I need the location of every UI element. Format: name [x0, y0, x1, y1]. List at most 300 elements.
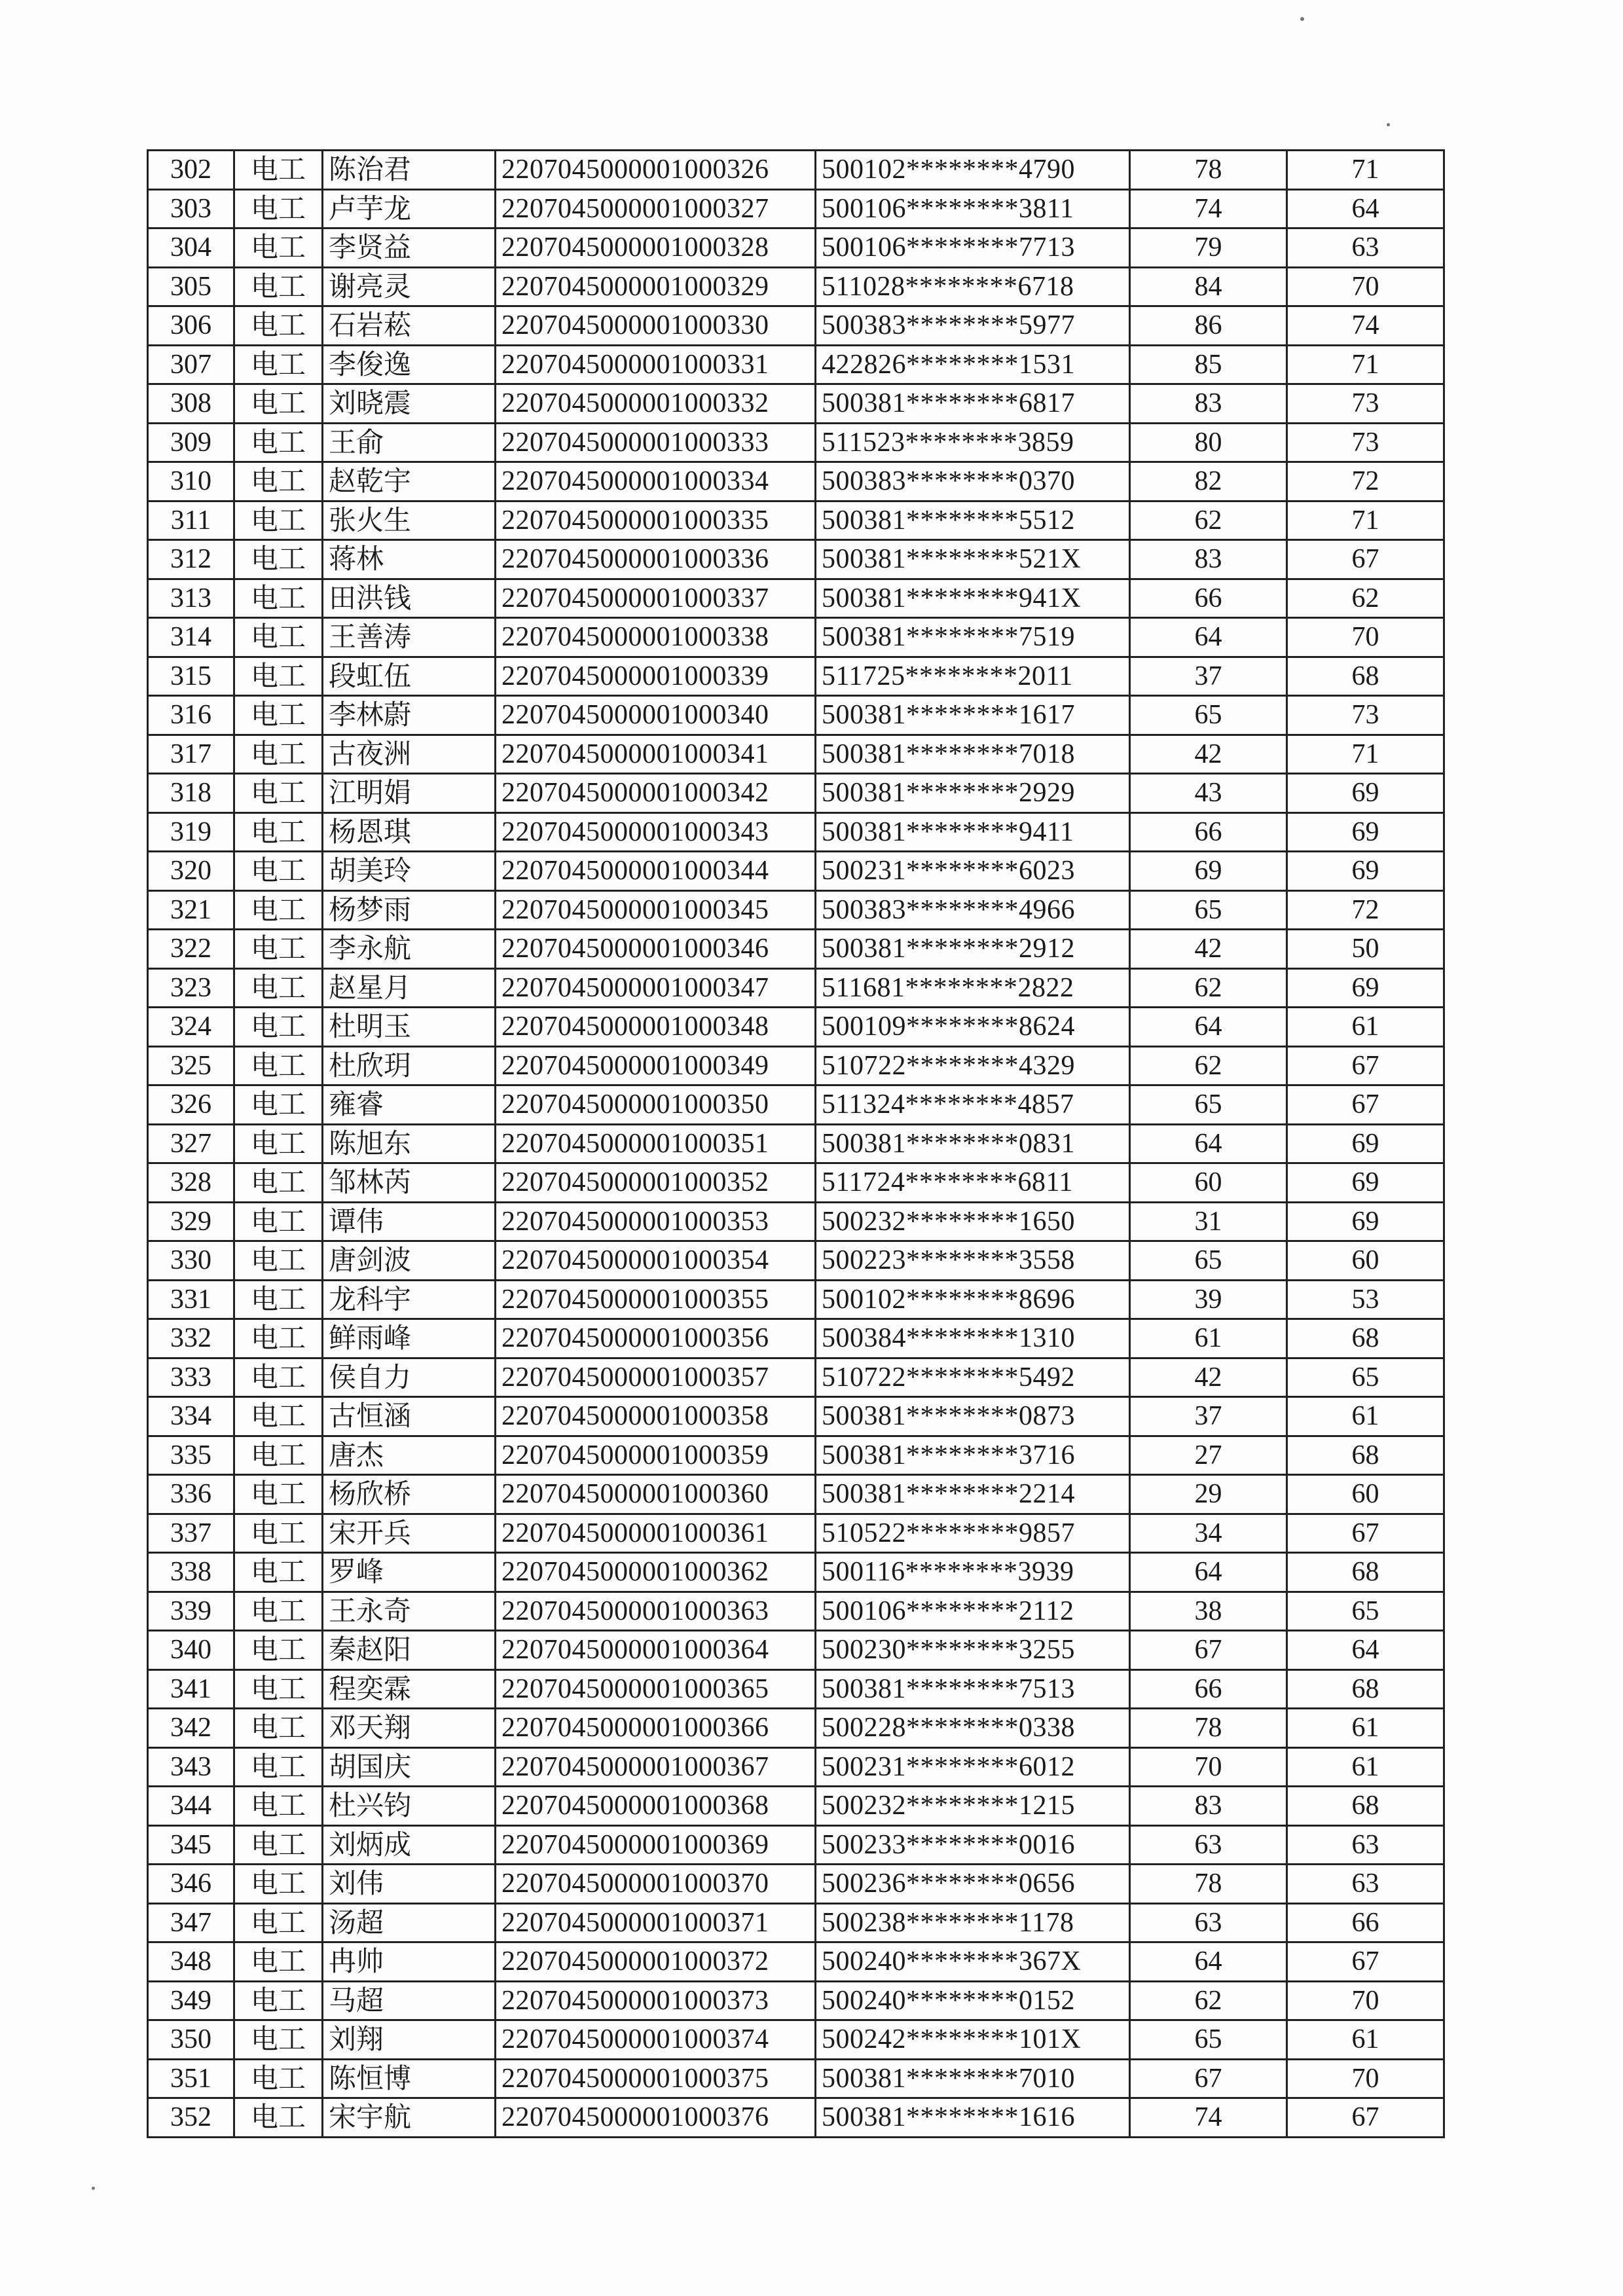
work-type: 电工 — [234, 1280, 323, 1319]
theory-score: 65 — [1130, 696, 1287, 735]
work-type: 电工 — [234, 579, 323, 618]
table-row — [148, 579, 1444, 618]
table-row — [148, 2059, 1444, 2098]
practical-score: 69 — [1287, 812, 1444, 852]
work-type: 电工 — [234, 1397, 323, 1436]
candidate-name: 张火生 — [323, 501, 496, 540]
table-row — [148, 852, 1444, 891]
table-row — [148, 890, 1444, 930]
work-type: 电工 — [234, 1514, 323, 1553]
row-number: 313 — [148, 579, 234, 618]
work-type: 电工 — [234, 812, 323, 852]
id-number: 511523********3859 — [816, 423, 1130, 462]
id-number: 500381********6817 — [816, 384, 1130, 424]
table-row — [148, 228, 1444, 268]
work-type: 电工 — [234, 1008, 323, 1047]
work-type: 电工 — [234, 345, 323, 384]
practical-score: 63 — [1287, 228, 1444, 268]
id-number: 500116********3939 — [816, 1553, 1130, 1592]
candidate-name: 石岩菘 — [323, 306, 496, 346]
row-number: 316 — [148, 696, 234, 735]
certificate-number: 2207045000001000353 — [496, 1202, 816, 1241]
theory-score: 37 — [1130, 1397, 1287, 1436]
row-number: 315 — [148, 657, 234, 696]
table-row — [148, 930, 1444, 969]
table-body — [148, 151, 1444, 2138]
row-number: 330 — [148, 1241, 234, 1281]
candidate-name: 刘炳成 — [323, 1825, 496, 1865]
certificate-number: 2207045000001000359 — [496, 1436, 816, 1475]
theory-score: 62 — [1130, 501, 1287, 540]
candidate-name: 李贤益 — [323, 228, 496, 268]
practical-score: 50 — [1287, 930, 1444, 969]
work-type: 电工 — [234, 1942, 323, 1982]
practical-score: 69 — [1287, 1163, 1444, 1203]
id-number: 500381********5512 — [816, 501, 1130, 540]
work-type: 电工 — [234, 852, 323, 891]
table-row — [148, 1747, 1444, 1787]
work-type: 电工 — [234, 890, 323, 930]
id-number: 500383********5977 — [816, 306, 1130, 346]
row-number: 339 — [148, 1592, 234, 1631]
certificate-number: 2207045000001000348 — [496, 1008, 816, 1047]
certificate-number: 2207045000001000330 — [496, 306, 816, 346]
id-number: 500381********1616 — [816, 2098, 1130, 2138]
practical-score: 70 — [1287, 1981, 1444, 2020]
id-number: 500381********7018 — [816, 735, 1130, 774]
work-type: 电工 — [234, 618, 323, 657]
row-number: 314 — [148, 618, 234, 657]
practical-score: 68 — [1287, 1787, 1444, 1826]
candidate-name: 杜明玉 — [323, 1008, 496, 1047]
row-number: 336 — [148, 1475, 234, 1514]
id-number: 500228********0338 — [816, 1709, 1130, 1748]
theory-score: 65 — [1130, 1085, 1287, 1125]
candidate-name: 冉帅 — [323, 1942, 496, 1982]
theory-score: 65 — [1130, 1241, 1287, 1281]
theory-score: 67 — [1130, 2059, 1287, 2098]
practical-score: 68 — [1287, 1669, 1444, 1709]
id-number: 500102********8696 — [816, 1280, 1130, 1319]
certificate-number: 2207045000001000347 — [496, 968, 816, 1008]
certificate-number: 2207045000001000326 — [496, 151, 816, 190]
practical-score: 71 — [1287, 151, 1444, 190]
theory-score: 80 — [1130, 423, 1287, 462]
practical-score: 67 — [1287, 1942, 1444, 1982]
table-row — [148, 1163, 1444, 1203]
table-row — [148, 1631, 1444, 1670]
id-number: 500383********4966 — [816, 890, 1130, 930]
certificate-number: 2207045000001000331 — [496, 345, 816, 384]
theory-score: 43 — [1130, 774, 1287, 813]
practical-score: 69 — [1287, 774, 1444, 813]
row-number: 319 — [148, 812, 234, 852]
table-row — [148, 151, 1444, 190]
table-row — [148, 1865, 1444, 1904]
theory-score: 82 — [1130, 462, 1287, 501]
certificate-number: 2207045000001000354 — [496, 1241, 816, 1281]
row-number: 342 — [148, 1709, 234, 1748]
candidate-name: 赵乾宇 — [323, 462, 496, 501]
practical-score: 73 — [1287, 696, 1444, 735]
certificate-number: 2207045000001000373 — [496, 1981, 816, 2020]
work-type: 电工 — [234, 1436, 323, 1475]
work-type: 电工 — [234, 306, 323, 346]
id-number: 500381********941X — [816, 579, 1130, 618]
id-number: 511324********4857 — [816, 1085, 1130, 1125]
id-number: 500232********1215 — [816, 1787, 1130, 1826]
theory-score: 78 — [1130, 1709, 1287, 1748]
work-type: 电工 — [234, 1319, 323, 1358]
work-type: 电工 — [234, 1046, 323, 1085]
table-row — [148, 462, 1444, 501]
row-number: 325 — [148, 1046, 234, 1085]
certificate-number: 2207045000001000341 — [496, 735, 816, 774]
practical-score: 65 — [1287, 1592, 1444, 1631]
practical-score: 74 — [1287, 306, 1444, 346]
table-row — [148, 1553, 1444, 1592]
candidate-name: 王俞 — [323, 423, 496, 462]
certificate-number: 2207045000001000358 — [496, 1397, 816, 1436]
practical-score: 69 — [1287, 1202, 1444, 1241]
table-row — [148, 1280, 1444, 1319]
theory-score: 78 — [1130, 1865, 1287, 1904]
table-row — [148, 1787, 1444, 1826]
row-number: 310 — [148, 462, 234, 501]
work-type: 电工 — [234, 1825, 323, 1865]
practical-score: 68 — [1287, 1319, 1444, 1358]
practical-score: 61 — [1287, 1747, 1444, 1787]
theory-score: 27 — [1130, 1436, 1287, 1475]
row-number: 307 — [148, 345, 234, 384]
theory-score: 63 — [1130, 1825, 1287, 1865]
candidate-name: 王永奇 — [323, 1592, 496, 1631]
certificate-number: 2207045000001000356 — [496, 1319, 816, 1358]
row-number: 345 — [148, 1825, 234, 1865]
certificate-number: 2207045000001000345 — [496, 890, 816, 930]
table-row — [148, 1825, 1444, 1865]
work-type: 电工 — [234, 1865, 323, 1904]
row-number: 327 — [148, 1124, 234, 1163]
table-row — [148, 306, 1444, 346]
practical-score: 67 — [1287, 1514, 1444, 1553]
scan-speck — [1387, 123, 1390, 126]
theory-score: 79 — [1130, 228, 1287, 268]
work-type: 电工 — [234, 1903, 323, 1942]
certificate-number: 2207045000001000376 — [496, 2098, 816, 2138]
candidate-name: 杜欣玥 — [323, 1046, 496, 1085]
candidate-name: 邹林芮 — [323, 1163, 496, 1203]
certificate-number: 2207045000001000350 — [496, 1085, 816, 1125]
id-number: 500381********2929 — [816, 774, 1130, 813]
table-row — [148, 735, 1444, 774]
practical-score: 68 — [1287, 1553, 1444, 1592]
row-number: 352 — [148, 2098, 234, 2138]
theory-score: 42 — [1130, 930, 1287, 969]
row-number: 335 — [148, 1436, 234, 1475]
table-row — [148, 968, 1444, 1008]
id-number: 500106********3811 — [816, 189, 1130, 228]
practical-score: 60 — [1287, 1241, 1444, 1281]
table-row — [148, 423, 1444, 462]
table-row — [148, 501, 1444, 540]
candidate-name: 罗峰 — [323, 1553, 496, 1592]
work-type: 电工 — [234, 151, 323, 190]
id-number: 500381********3716 — [816, 1436, 1130, 1475]
practical-score: 70 — [1287, 267, 1444, 306]
theory-score: 65 — [1130, 890, 1287, 930]
row-number: 334 — [148, 1397, 234, 1436]
work-type: 电工 — [234, 1592, 323, 1631]
id-number: 500109********8624 — [816, 1008, 1130, 1047]
theory-score: 42 — [1130, 1358, 1287, 1397]
candidate-name: 江明娟 — [323, 774, 496, 813]
id-number: 500232********1650 — [816, 1202, 1130, 1241]
row-number: 349 — [148, 1981, 234, 2020]
certificate-number: 2207045000001000335 — [496, 501, 816, 540]
id-number: 511028********6718 — [816, 267, 1130, 306]
id-number: 500236********0656 — [816, 1865, 1130, 1904]
theory-score: 74 — [1130, 189, 1287, 228]
theory-score: 29 — [1130, 1475, 1287, 1514]
row-number: 312 — [148, 540, 234, 579]
work-type: 电工 — [234, 423, 323, 462]
theory-score: 62 — [1130, 968, 1287, 1008]
practical-score: 61 — [1287, 1709, 1444, 1748]
row-number: 309 — [148, 423, 234, 462]
work-type: 电工 — [234, 1124, 323, 1163]
theory-score: 66 — [1130, 812, 1287, 852]
scan-speck — [92, 2187, 95, 2190]
candidate-name: 唐杰 — [323, 1436, 496, 1475]
work-type: 电工 — [234, 1709, 323, 1748]
work-type: 电工 — [234, 1358, 323, 1397]
certificate-number: 2207045000001000363 — [496, 1592, 816, 1631]
id-number: 500381********9411 — [816, 812, 1130, 852]
table-row — [148, 1981, 1444, 2020]
candidate-name: 侯自力 — [323, 1358, 496, 1397]
work-type: 电工 — [234, 189, 323, 228]
practical-score: 65 — [1287, 1358, 1444, 1397]
practical-score: 66 — [1287, 1903, 1444, 1942]
table-row — [148, 384, 1444, 424]
theory-score: 62 — [1130, 1046, 1287, 1085]
candidate-name: 李俊逸 — [323, 345, 496, 384]
table-row — [148, 1514, 1444, 1553]
id-number: 500233********0016 — [816, 1825, 1130, 1865]
table-row — [148, 774, 1444, 813]
practical-score: 64 — [1287, 1631, 1444, 1670]
id-number: 500381********7010 — [816, 2059, 1130, 2098]
id-number: 500381********0873 — [816, 1397, 1130, 1436]
work-type: 电工 — [234, 2098, 323, 2138]
candidate-name: 杜兴钧 — [323, 1787, 496, 1826]
candidate-name: 王善涛 — [323, 618, 496, 657]
id-number: 422826********1531 — [816, 345, 1130, 384]
theory-score: 64 — [1130, 1553, 1287, 1592]
certificate-number: 2207045000001000368 — [496, 1787, 816, 1826]
certificate-number: 2207045000001000375 — [496, 2059, 816, 2098]
certificate-number: 2207045000001000369 — [496, 1825, 816, 1865]
theory-score: 70 — [1130, 1747, 1287, 1787]
row-number: 308 — [148, 384, 234, 424]
id-number: 500381********2214 — [816, 1475, 1130, 1514]
scan-speck — [1300, 17, 1304, 21]
theory-score: 62 — [1130, 1981, 1287, 2020]
candidate-name: 卢芋龙 — [323, 189, 496, 228]
table-row — [148, 2020, 1444, 2060]
candidate-name: 刘晓震 — [323, 384, 496, 424]
certificate-number: 2207045000001000371 — [496, 1903, 816, 1942]
candidate-name: 雍睿 — [323, 1085, 496, 1125]
row-number: 302 — [148, 151, 234, 190]
id-number: 500231********6023 — [816, 852, 1130, 891]
candidate-name: 陈恒博 — [323, 2059, 496, 2098]
theory-score: 86 — [1130, 306, 1287, 346]
work-type: 电工 — [234, 267, 323, 306]
theory-score: 66 — [1130, 1669, 1287, 1709]
theory-score: 34 — [1130, 1514, 1287, 1553]
id-number: 500230********3255 — [816, 1631, 1130, 1670]
practical-score: 73 — [1287, 384, 1444, 424]
id-number: 500231********6012 — [816, 1747, 1130, 1787]
id-number: 500381********521X — [816, 540, 1130, 579]
table-row — [148, 618, 1444, 657]
row-number: 304 — [148, 228, 234, 268]
row-number: 323 — [148, 968, 234, 1008]
row-number: 317 — [148, 735, 234, 774]
practical-score: 67 — [1287, 2098, 1444, 2138]
theory-score: 83 — [1130, 540, 1287, 579]
candidate-name: 赵星月 — [323, 968, 496, 1008]
work-type: 电工 — [234, 540, 323, 579]
theory-score: 83 — [1130, 1787, 1287, 1826]
candidate-name: 谢亮灵 — [323, 267, 496, 306]
table-row — [148, 657, 1444, 696]
practical-score: 72 — [1287, 462, 1444, 501]
table-row — [148, 1903, 1444, 1942]
candidate-name: 蒋林 — [323, 540, 496, 579]
id-number: 500106********2112 — [816, 1592, 1130, 1631]
id-number: 500106********7713 — [816, 228, 1130, 268]
certificate-number: 2207045000001000332 — [496, 384, 816, 424]
row-number: 338 — [148, 1553, 234, 1592]
candidate-name: 刘翔 — [323, 2020, 496, 2060]
certificate-number: 2207045000001000336 — [496, 540, 816, 579]
id-number: 511724********6811 — [816, 1163, 1130, 1203]
theory-score: 78 — [1130, 151, 1287, 190]
practical-score: 68 — [1287, 1436, 1444, 1475]
candidate-name: 刘伟 — [323, 1865, 496, 1904]
candidate-name: 陈旭东 — [323, 1124, 496, 1163]
work-type: 电工 — [234, 1981, 323, 2020]
practical-score: 69 — [1287, 968, 1444, 1008]
theory-score: 60 — [1130, 1163, 1287, 1203]
practical-score: 69 — [1287, 852, 1444, 891]
theory-score: 67 — [1130, 1631, 1287, 1670]
table-row — [148, 1397, 1444, 1436]
certificate-number: 2207045000001000342 — [496, 774, 816, 813]
candidate-name: 宋开兵 — [323, 1514, 496, 1553]
certificate-number: 2207045000001000328 — [496, 228, 816, 268]
row-number: 346 — [148, 1865, 234, 1904]
table-row — [148, 1124, 1444, 1163]
table-row — [148, 2098, 1444, 2138]
certificate-number: 2207045000001000346 — [496, 930, 816, 969]
work-type: 电工 — [234, 501, 323, 540]
table-row — [148, 1008, 1444, 1047]
candidate-name: 古恒涵 — [323, 1397, 496, 1436]
theory-score: 39 — [1130, 1280, 1287, 1319]
theory-score: 64 — [1130, 1124, 1287, 1163]
candidate-name: 邓天翔 — [323, 1709, 496, 1748]
row-number: 322 — [148, 930, 234, 969]
row-number: 321 — [148, 890, 234, 930]
id-number: 511725********2011 — [816, 657, 1130, 696]
candidate-name: 鲜雨峰 — [323, 1319, 496, 1358]
work-type: 电工 — [234, 1241, 323, 1281]
certificate-number: 2207045000001000340 — [496, 696, 816, 735]
practical-score: 71 — [1287, 501, 1444, 540]
row-number: 311 — [148, 501, 234, 540]
work-type: 电工 — [234, 1202, 323, 1241]
row-number: 343 — [148, 1747, 234, 1787]
candidate-name: 秦赵阳 — [323, 1631, 496, 1670]
practical-score: 62 — [1287, 579, 1444, 618]
practical-score: 61 — [1287, 2020, 1444, 2060]
practical-score: 61 — [1287, 1397, 1444, 1436]
exam-results-table — [147, 149, 1445, 2138]
candidate-name: 古夜洲 — [323, 735, 496, 774]
theory-score: 85 — [1130, 345, 1287, 384]
theory-score: 37 — [1130, 657, 1287, 696]
certificate-number: 2207045000001000362 — [496, 1553, 816, 1592]
candidate-name: 马超 — [323, 1981, 496, 2020]
candidate-name: 胡美玲 — [323, 852, 496, 891]
theory-score: 64 — [1130, 1942, 1287, 1982]
candidate-name: 谭伟 — [323, 1202, 496, 1241]
theory-score: 74 — [1130, 2098, 1287, 2138]
row-number: 318 — [148, 774, 234, 813]
table-row — [148, 696, 1444, 735]
row-number: 333 — [148, 1358, 234, 1397]
theory-score: 66 — [1130, 579, 1287, 618]
certificate-number: 2207045000001000361 — [496, 1514, 816, 1553]
table-row — [148, 1592, 1444, 1631]
table-row — [148, 1669, 1444, 1709]
work-type: 电工 — [234, 1475, 323, 1514]
id-number: 500381********2912 — [816, 930, 1130, 969]
id-number: 510722********5492 — [816, 1358, 1130, 1397]
practical-score: 73 — [1287, 423, 1444, 462]
work-type: 电工 — [234, 462, 323, 501]
theory-score: 83 — [1130, 384, 1287, 424]
work-type: 电工 — [234, 384, 323, 424]
theory-score: 64 — [1130, 1008, 1287, 1047]
theory-score: 42 — [1130, 735, 1287, 774]
candidate-name: 杨梦雨 — [323, 890, 496, 930]
table-row — [148, 1319, 1444, 1358]
work-type: 电工 — [234, 968, 323, 1008]
row-number: 332 — [148, 1319, 234, 1358]
row-number: 350 — [148, 2020, 234, 2060]
candidate-name: 陈治君 — [323, 151, 496, 190]
row-number: 306 — [148, 306, 234, 346]
practical-score: 67 — [1287, 540, 1444, 579]
table-row — [148, 1202, 1444, 1241]
work-type: 电工 — [234, 1163, 323, 1203]
work-type: 电工 — [234, 735, 323, 774]
